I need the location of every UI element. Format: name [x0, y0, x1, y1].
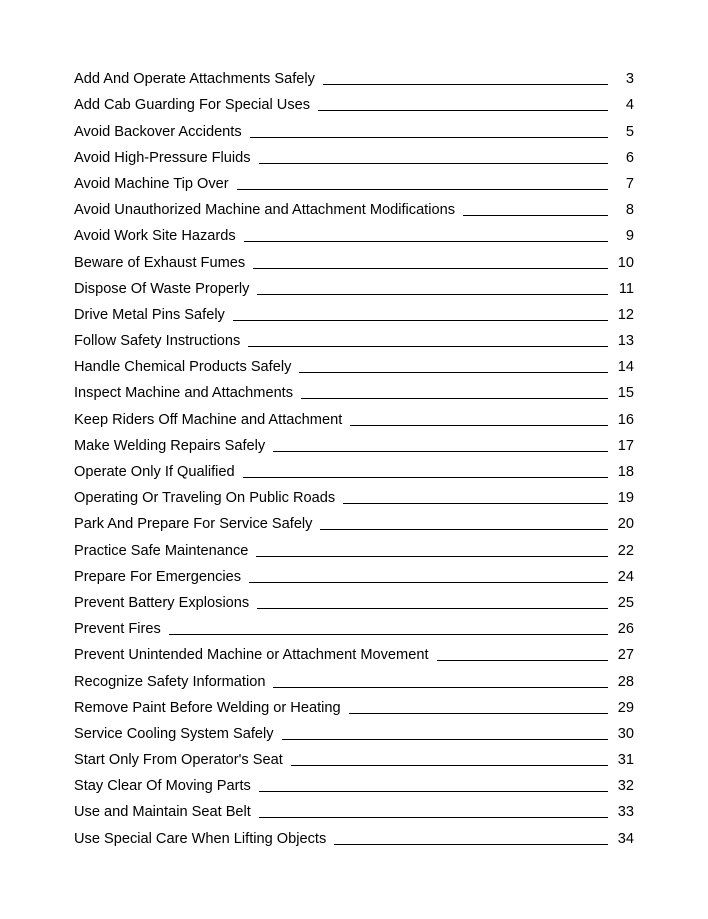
toc-entry[interactable]: [74, 586, 634, 612]
toc-entry-page-number[interactable]: 4: [625, 97, 634, 114]
toc-leader-line: [437, 660, 609, 661]
toc-entry[interactable]: [74, 88, 634, 114]
toc-entry-title[interactable]: Handle Chemical Products Safely: [74, 359, 292, 376]
toc-entry[interactable]: [74, 481, 634, 507]
toc-leader-line: [249, 582, 608, 583]
toc-entry[interactable]: [74, 717, 634, 743]
toc-entry-title[interactable]: Park And Prepare For Service Safely: [74, 516, 313, 533]
toc-entry-title[interactable]: Inspect Machine and Attachments: [74, 385, 294, 402]
toc-entry-page-number[interactable]: 33: [617, 804, 634, 821]
toc-entry[interactable]: [74, 429, 634, 455]
toc-entry-page-number[interactable]: 5: [625, 123, 634, 140]
toc-entry-page-number[interactable]: 20: [617, 516, 634, 533]
toc-entry-page-number[interactable]: 6: [625, 149, 634, 166]
toc-entry[interactable]: [74, 402, 634, 428]
toc-entry-title[interactable]: Start Only From Operator's Seat: [74, 752, 283, 769]
toc-leader-line: [273, 451, 608, 452]
toc-entry-page-number[interactable]: 27: [617, 647, 634, 664]
toc-leader-line: [169, 634, 608, 635]
toc-entry-page-number[interactable]: 17: [617, 437, 634, 454]
toc-leader-line: [256, 556, 608, 557]
toc-entry-page-number[interactable]: 10: [617, 254, 634, 271]
toc-leader-line: [301, 398, 608, 399]
toc-entry-page-number[interactable]: 7: [625, 175, 634, 192]
toc-leader-line: [244, 241, 608, 242]
toc-entry-page-number[interactable]: 22: [617, 542, 634, 559]
toc-entry-title[interactable]: Service Cooling System Safely: [74, 725, 274, 742]
toc-entry-page-number[interactable]: 25: [617, 594, 634, 611]
toc-entry[interactable]: [74, 638, 634, 664]
toc-entry-page-number[interactable]: 9: [625, 228, 634, 245]
toc-entry-title[interactable]: Add Cab Guarding For Special Uses: [74, 97, 311, 114]
toc-entry-page-number[interactable]: 3: [625, 71, 634, 88]
toc-entry-page-number[interactable]: 24: [617, 568, 634, 585]
toc-entry[interactable]: [74, 272, 634, 298]
toc-entry-title[interactable]: Remove Paint Before Welding or Heating: [74, 699, 341, 716]
toc-entry-page-number[interactable]: 13: [617, 333, 634, 350]
toc-entry[interactable]: [74, 507, 634, 533]
toc-leader-line: [257, 608, 608, 609]
toc-leader-line: [273, 687, 608, 688]
toc-entry-page-number[interactable]: 8: [625, 202, 634, 219]
toc-entry[interactable]: [74, 664, 634, 690]
toc-entry-page-number[interactable]: 11: [618, 280, 634, 297]
toc-leader-line: [259, 163, 608, 164]
toc-entry-title[interactable]: Avoid Machine Tip Over: [74, 175, 229, 192]
toc-entry[interactable]: [74, 298, 634, 324]
toc-entry[interactable]: [74, 350, 634, 376]
toc-entry[interactable]: [74, 691, 634, 717]
toc-leader-line: [349, 713, 608, 714]
toc-entry-title[interactable]: Follow Safety Instructions: [74, 333, 241, 350]
toc-entry[interactable]: [74, 324, 634, 350]
toc-entry-title[interactable]: Beware of Exhaust Fumes: [74, 254, 246, 271]
toc-leader-line: [282, 739, 608, 740]
toc-entry-page-number[interactable]: 12: [617, 306, 634, 323]
toc-leader-line: [320, 529, 608, 530]
toc-leader-line: [233, 320, 608, 321]
toc-entry-title[interactable]: Use Special Care When Lifting Objects: [74, 830, 327, 847]
toc-entry[interactable]: [74, 769, 634, 795]
toc-entry-title[interactable]: Practice Safe Maintenance: [74, 542, 249, 559]
toc-entry[interactable]: [74, 533, 634, 559]
toc-entry-title[interactable]: Avoid Unauthorized Machine and Attachment Modifications: [74, 202, 456, 219]
toc-entry-page-number[interactable]: 15: [617, 385, 634, 402]
toc-leader-line: [291, 765, 608, 766]
toc-entry-page-number[interactable]: 16: [617, 411, 634, 428]
toc-leader-line: [343, 503, 608, 504]
toc-entry[interactable]: [74, 821, 634, 847]
toc-entry-title[interactable]: Recognize Safety Information: [74, 673, 266, 690]
toc-entry-page-number[interactable]: 18: [617, 464, 634, 480]
toc-leader-line: [318, 110, 608, 111]
toc-entry-title[interactable]: Make Welding Repairs Safely: [74, 437, 266, 454]
toc-entry-title[interactable]: Prevent Fires: [74, 621, 161, 638]
toc-leader-line: [259, 791, 608, 792]
toc-entry-page-number[interactable]: 30: [617, 725, 634, 742]
toc-leader-line: [323, 84, 608, 85]
toc-entry-page-number[interactable]: 14: [617, 359, 634, 376]
toc-entry-title[interactable]: Avoid High-Pressure Fluids: [74, 149, 251, 166]
toc-entry[interactable]: [74, 193, 634, 219]
toc-entry[interactable]: [74, 167, 634, 193]
toc-entry-title[interactable]: Prevent Unintended Machine or Attachment Movement: [74, 647, 429, 664]
toc-entry-title[interactable]: Stay Clear Of Moving Parts: [74, 778, 251, 795]
toc-entry-title[interactable]: Dispose Of Waste Properly: [74, 280, 250, 297]
toc-entry-page-number[interactable]: 32: [617, 778, 634, 795]
toc-leader-line: [334, 844, 608, 845]
table-of-contents: [74, 62, 634, 848]
toc-entry-page-number[interactable]: 26: [617, 621, 634, 638]
toc-entry-page-number[interactable]: 34: [617, 830, 634, 847]
toc-entry-title[interactable]: Avoid Backover Accidents: [74, 123, 242, 140]
toc-leader-line: [248, 346, 608, 347]
toc-entry[interactable]: [74, 245, 634, 271]
toc-entry-title[interactable]: Prepare For Emergencies: [74, 568, 242, 585]
toc-entry[interactable]: [74, 743, 634, 769]
toc-entry-title[interactable]: Add And Operate Attachments Safely: [74, 71, 315, 88]
toc-leader-line: [259, 817, 608, 818]
toc-entry-title[interactable]: Drive Metal Pins Safely: [74, 306, 225, 323]
toc-entry[interactable]: [74, 560, 634, 586]
toc-entry-title[interactable]: Prevent Battery Explosions: [74, 594, 250, 611]
toc-entry[interactable]: [74, 795, 634, 821]
toc-entry-page-number[interactable]: 29: [617, 699, 634, 716]
toc-entry-page-number[interactable]: 19: [617, 490, 634, 507]
toc-leader-line: [243, 477, 608, 478]
toc-entry[interactable]: [74, 219, 634, 245]
toc-entry[interactable]: [74, 612, 634, 638]
toc-leader-line: [463, 215, 608, 216]
toc-entry[interactable]: [74, 141, 634, 167]
toc-leader-line: [299, 372, 608, 373]
toc-leader-line: [250, 137, 608, 138]
toc-entry[interactable]: [74, 114, 634, 140]
toc-entry[interactable]: [74, 62, 634, 88]
toc-leader-line: [253, 268, 608, 269]
toc-entry-page-number[interactable]: 28: [617, 673, 634, 690]
toc-entry[interactable]: [74, 455, 634, 481]
toc-entry-title[interactable]: Keep Riders Off Machine and Attachment: [74, 411, 343, 428]
toc-entry-page-number[interactable]: 31: [617, 752, 634, 769]
toc-leader-line: [257, 294, 608, 295]
toc-entry-title[interactable]: Operate Only If Qualified: [74, 464, 235, 480]
toc-entry-title[interactable]: Use and Maintain Seat Belt: [74, 804, 251, 821]
toc-leader-line: [350, 425, 608, 426]
toc-entry-title[interactable]: Avoid Work Site Hazards: [74, 228, 236, 245]
toc-leader-line: [237, 189, 608, 190]
toc-entry-title[interactable]: Operating Or Traveling On Public Roads: [74, 490, 336, 507]
toc-entry[interactable]: [74, 376, 634, 402]
